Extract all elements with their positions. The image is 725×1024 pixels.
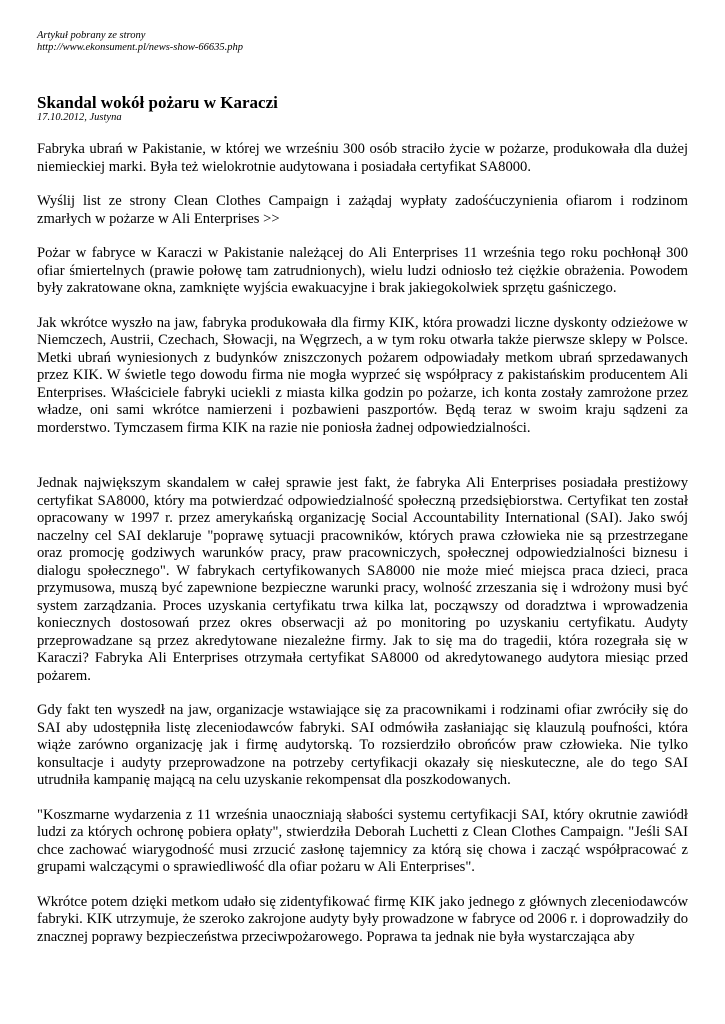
- article-byline: 17.10.2012, Justyna: [37, 112, 122, 123]
- article-paragraph-certificate: Jednak największym skandalem w całej sprawie jest fakt, że fabryka Ali Enterprises posiadała prestiżowy certyfikat SA8000, który ma potwierdzać odpowiedzialność społeczną przedsiębiorstwa. Certyfikat ten został opracowany w 1997 r. przez amerykańską organizację Social Accountability International (SAI). Jako swój naczelny cel SAI deklaruje "poprawę sytuacji pracowników, których prawa człowieka nie są przestrzegane oraz promocję godziwych warunków pracy, praw pracowniczych, społecznej odpowiedzialności biznesu i dialogu społecznego". W fabrykach certyfikowanych SA8000 nie może mieć miejsca praca dzieci, praca przymusowa, muszą być zapewnione bezpieczne warunki pracy, wolność zrzeszania się i wdrożony musi być system zarządzania. Proces uzyskania certyfikatu trwa kilka lat, począwszy od doradztwa i wprowadzenia koniecznych dostosowań przez okres obserwacji aż po monitoring po uzyskaniu certyfikatu. Audyty przeprowadzane są przez akredytowane niezależne firmy. Jak to się ma do tragedii, która rozegrała się w Karaczi? Fabryka Ali Enterprises otrzymała certyfikat SA8000 od akredytowanego audytora miesiąc przed pożarem.: [37, 475, 688, 684]
- article-paragraph-intro: Fabryka ubrań w Pakistanie, w której we wrześniu 300 osób straciło życie w pożarze, produkowała dla dużej niemieckiej marki. Była też wielokrotnie audytowana i posiadała certyfikat SA8000.: [37, 141, 688, 175]
- source-label: Artykuł pobrany ze strony: [37, 30, 146, 41]
- article-paragraph-sai-refusal: Gdy fakt ten wyszedł na jaw, organizacje wstawiające się za pracownikami i rodzinami ofiar zwróciły się do SAI aby udostępniła listę zleceniodawców fabryki. SAI odmówiła zasłaniając się klauzulą poufności, która wiąże zarówno organizację jak i firmę audytorską. To rozsierdziło obrońców praw człowieka. Nie tylko konsultacje i audyty przeprowadzone na potrzeby certyfikacji okazały się nieskuteczne, ale do tego SAI utrudniła kampanię mającą na celu uzyskanie rekompensat dla poszkodowanych.: [37, 702, 688, 788]
- article-title: Skandal wokół pożaru w Karaczi: [37, 93, 278, 112]
- article-paragraph-fire: Pożar w fabryce w Karaczi w Pakistanie należącej do Ali Enterprises 11 września tego roku pochłonął 300 ofiar śmiertelnych (prawie połowę tam zatrudnionych), wielu ludzi odniosło też ciężkie obrażenia. Powodem były zakratowane okna, zamknięte wyjścia ewakuacyjne i brak jakiegokolwiek sprzętu gaśniczego.: [37, 245, 688, 296]
- source-url: http://www.ekonsument.pl/news-show-66635.php: [37, 42, 244, 53]
- article-paragraph-kik: Jak wkrótce wyszło na jaw, fabryka produkowała dla firmy KIK, która prowadzi liczne dyskonty odzieżowe w Niemczech, Austrii, Czechach, Słowacji, na Węgrzech, a w tym roku otwarła także pierwsze sklepy w Polsce. Metki ubrań wyniesionych z budynków zniszczonych pożarem odpowiadały metkom ubrań sprzedawanych przez KIK. W świetle tego dowodu firma nie mogła wyprzeć się współpracy z pakistańskim producentem Ali Enterprises. Właściciele fabryki uciekli z miasta kilka godzin po pożarze, ich konta zostały zamrożone przez władze, oni sami wkrótce namierzeni i pozbawieni paszportów. Będą teraz w swoim kraju sądzeni za morderstwo. Tymczasem firma KIK na razie nie poniosła żadnej odpowiedzialności.: [37, 314, 688, 436]
- article-paragraph-petition-link[interactable]: Wyślij list ze strony Clean Clothes Campaign i zażądaj wypłaty zadośćuczynienia ofiarom i rodzinom zmarłych w pożarze w Ali Enterprises >>: [37, 193, 688, 227]
- document-page: [37, 30, 688, 963]
- article-paragraph-kik-audits: Wkrótce potem dzięki metkom udało się zidentyfikować firmę KIK jako jednego z głównych zleceniodawców fabryki. KIK utrzymuje, że szeroko zakrojone audyty były prowadzone w fabryce od 2006 r. i doprowadziły do znacznej poprawy bezpieczeństwa przeciwpożarowego. Poprawa ta jednak nie była wystarczająca aby: [37, 893, 688, 945]
- article-paragraph-quote: "Koszmarne wydarzenia z 11 września unaoczniają słabości systemu certyfikacji SAI, który okrutnie zawiódł ludzi za których ochronę pobiera opłaty", stwierdziła Deborah Luchetti z Clean Clothes Campaign. "Jeśli SAI chce zachować wiarygodność musi zrzucić zasłonę tajemnicy za którą się chowa i zacząć współpracować z grupami walczącymi o sprawiedliwość dla ofiar pożaru w Ali Enterprises".: [37, 806, 688, 875]
